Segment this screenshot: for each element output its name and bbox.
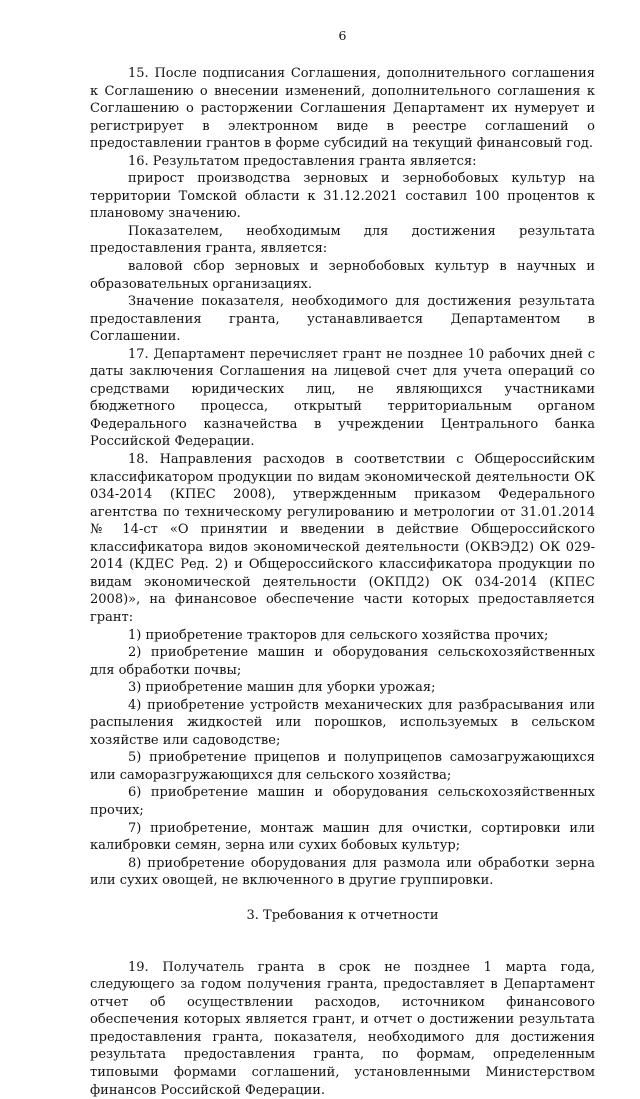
paragraph-indicator: валовой сбор зерновых и зернобобовых культур в научных и образовательных организациях.	[90, 259, 595, 292]
list-item-5: 5) приобретение прицепов и полуприцепов самозагружающихся или саморазгружающихся для сельского хозяйства;	[90, 750, 595, 783]
list-item-8: 8) приобретение оборудования для размола или обработки зерна или сухих овощей, не включенного в другие группировки.	[90, 855, 595, 889]
paragraph-15: 15. После подписания Соглашения, дополнительного соглашения к Соглашению о внесении изменений, дополнительного соглашения к Соглашению о расторжении Соглашения Департамент их нумерует и регистрирует в электронном виде в реестре соглашений о предоставлении грантов в форме субсидий на текущий финансовый год.	[90, 66, 595, 152]
page-number: 6	[338, 28, 347, 43]
paragraph-17: 17. Департамент перечисляет грант не позднее 10 рабочих дней с даты заключения Соглашения на лицевой счет для учета операций со средствами юридических лиц, не являющихся участниками бюджетного процесса, открытый территориальным органом Федерального казначейства в учреждении Центрального банка Российской Федерации.	[90, 346, 595, 450]
list-item-6: 6) приобретение машин и оборудования сельскохозяйственных прочих;	[90, 785, 595, 818]
paragraph-19: 19. Получатель гранта в срок не позднее 1 марта года, следующего за годом получения гранта, предоставляет в Департамент отчет об осуществлении расходов, источником финансового обеспечения которых является грант, и отчет о достижении результата предоставления гранта, показателя, необходимого для достижения результата предоставления гранта, по формам, определенным типовыми формами соглашений, установленными Министерством финансов Российской Федерации.	[90, 959, 595, 1098]
section-heading: 3. Требования к отчетности	[246, 907, 439, 923]
list-item-3: 3) приобретение машин для уборки урожая;	[128, 680, 436, 696]
paragraph-indicator-value: Значение показателя, необходимого для достижения результата предоставления гранта, устанавливается Департаментом в Соглашении.	[90, 294, 595, 345]
paragraph-18: 18. Направления расходов в соответствии с Общероссийским классификатором продукции по видам экономической деятельности ОК 034-2014 (КПЕС 2008), утвержденным приказом Федерального агентства по техническому регулированию и метрологии от 31.01.2014 № 14-ст «О принятии и введении в действие Общероссийского классификатора видов экономической деятельности (ОКВЭД2) ОК 029-2014 (КДЕС Ред. 2) и Общероссийского классификатора продукции по видам экономической деятельности (ОКПД2) ОК 034-2014 (КПЕС 2008)», на финансовое обеспечение части которых предоставляется грант:	[90, 452, 595, 625]
paragraph-indicator-intro: Показателем, необходимым для достижения результата предоставления гранта, является:	[90, 223, 595, 257]
list-item-2: 2) приобретение машин и оборудования сельскохозяйственных для обработки почвы;	[90, 645, 595, 678]
list-item-7: 7) приобретение, монтаж машин для очистки, сортировки или калибровки семян, зерна или сухих бобовых культур;	[90, 820, 595, 854]
paragraph-16: 16. Результатом предоставления гранта является:	[128, 153, 477, 169]
list-item-1: 1) приобретение тракторов для сельского хозяйства прочих;	[128, 627, 549, 643]
paragraph-16-result: прирост производства зерновых и зернобобовых культур на территории Томской области к 31.12.2021 составил 100 процентов к плановому значению.	[90, 171, 595, 222]
list-item-4: 4) приобретение устройств механических для разбрасывания или распыления жидкостей или порошков, используемых в сельском хозяйстве или садоводстве;	[90, 697, 595, 748]
